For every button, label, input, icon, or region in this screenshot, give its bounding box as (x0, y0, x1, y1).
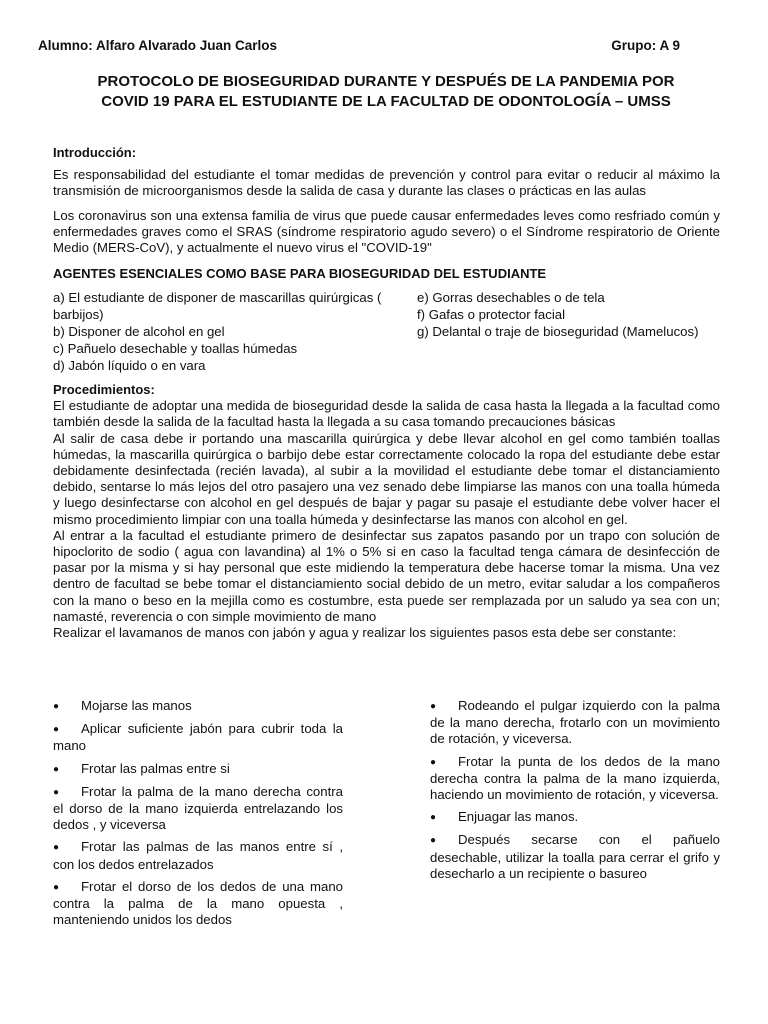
bullet-icon: ● (53, 763, 60, 775)
procedures-text-4: Realizar el lavamanos de manos con jabón y agua y realizar los siguientes pasos esta debe ser constante: (53, 625, 677, 641)
list-item (53, 839, 343, 872)
procedures-text-3: Al entrar a la facultad el estudiante primero de desinfectar sus zapatos pasando por un trapo con solución de hipoclorito de sodio ( agua con lavandina) al 1% o 5% si en caso la facultad tenga cámara de desinfección de pasar por la misma y si hay personal que este midiendo la temperatura debe hacerse tomar la misma. Una vez dentro de facultad se bebe tomar el distanciamiento social debido de un metro, evitar saludar a los compañeros con la mano o beso en la mejilla como es costumbre, esta puede ser remplazada por un saludo ya sea con un; namasté, reverencia o con simple movimiento de mano (53, 527, 720, 624)
agent-item: b) Disponer de alcohol en gel (53, 324, 225, 339)
bullet-icon: ● (430, 701, 437, 712)
student-name: Alumno: Alfaro Alvarado Juan Carlos (38, 38, 278, 53)
list-item (430, 832, 720, 882)
agent-item: g) Delantal o traje de bioseguridad (Mamelucos) (417, 324, 699, 339)
bullet-icon: ● (53, 842, 60, 854)
list-item (53, 879, 343, 929)
header-row (38, 38, 680, 53)
agent-item: c) Pañuelo desechable y toallas húmedas (53, 341, 298, 356)
bullet-icon: ● (53, 701, 60, 712)
document-title (40, 72, 732, 112)
list-item (430, 754, 720, 804)
list-item (53, 698, 343, 715)
intro-text-2: Los coronavirus son una extensa familia de virus que puede causar enfermedades leves como resfriado común y enfermedades graves como el SRAS (síndrome respiratorio agudo severo) o el Síndrome respiratorio de Oriente Medio (MERS-CoV), y actualmente el nuevo virus el "COVID-19" (53, 208, 720, 256)
step-text: Mojarse las manos (81, 698, 192, 713)
list-item (430, 698, 720, 748)
intro-heading: Introducción: (53, 145, 137, 160)
bullet-icon: ● (430, 835, 437, 847)
agents-section (53, 266, 720, 282)
agent-item: d) Jabón líquido o en vara (53, 358, 206, 373)
intro-paragraph-1 (53, 167, 720, 199)
agents-column-left (53, 289, 417, 374)
agent-item: f) Gafas o protector facial (417, 307, 566, 322)
group-label: Grupo: A 9 (611, 38, 680, 53)
step-text: Frotar la palma de la mano derecha contra el dorso de la mano izquierda entrelazando los dedos , y viceversa (53, 783, 343, 833)
agents-heading: AGENTES ESENCIALES COMO BASE PARA BIOSEGURIDAD DEL ESTUDIANTE (53, 266, 547, 281)
bullet-icon: ● (53, 724, 60, 736)
steps-column-left (53, 698, 343, 934)
agent-item: a) El estudiante de disponer de mascarillas quirúrgicas ( barbijos) (53, 290, 382, 322)
step-text: Aplicar suficiente jabón para cubrir toda la mano (53, 721, 343, 754)
step-text: Frotar las palmas de las manos entre sí , con los dedos entrelazados (53, 839, 343, 872)
bullet-icon: ● (430, 756, 437, 768)
step-text: Rodeando el pulgar izquierdo con la palma de la mano derecha, frotarlo con un movimiento de rotación, y viceversa. (430, 698, 720, 747)
steps-column-right (430, 698, 720, 934)
agent-item: e) Gorras desechables o de tela (417, 290, 605, 305)
list-item (430, 809, 720, 826)
step-text: Frotar las palmas entre si (81, 760, 230, 776)
intro-text-1: Es responsabilidad del estudiante el tomar medidas de prevención y control para evitar o reducir al máximo la transmisión de microorganismos desde la salida de casa y durante las clases o prácticas en las aulas (53, 167, 720, 199)
step-text: Enjuagar las manos. (458, 809, 579, 825)
title-line-2: COVID 19 PARA EL ESTUDIANTE DE LA FACULTAD DE ODONTOLOGÍA – UMSS (101, 93, 671, 110)
procedures-heading: Procedimientos: (53, 382, 155, 397)
title-line-1: PROTOCOLO DE BIOSEGURIDAD DURANTE Y DESPUÉS DE LA PANDEMIA POR (97, 73, 675, 90)
bullet-icon: ● (53, 786, 60, 798)
agents-column-right (417, 289, 717, 374)
intro-section (53, 145, 720, 161)
intro-paragraph-2 (53, 208, 720, 257)
step-text: Frotar la punta de los dedos de la mano derecha contra la palma de la mano izquierda, haciendo un movimiento de rotación, y viceversa. (430, 753, 720, 803)
procedures-text-1: El estudiante de adoptar una medida de bioseguridad desde la salida de casa hasta la llegada a la facultad como también desde la salida de la facultad hasta la llegada a su casa tomando precauciones básicas (53, 398, 720, 430)
list-item (53, 761, 343, 778)
procedures-section (53, 382, 720, 641)
step-text: Frotar el dorso de los dedos de una mano contra la palma de la mano opuesta , manteniendo unidos los dedos (53, 878, 343, 928)
agents-list (53, 289, 720, 374)
bullet-icon: ● (53, 881, 60, 893)
bullet-icon: ● (430, 812, 437, 824)
step-text: Después secarse con el pañuelo desechable, utilizar la toalla para cerrar el grifo y desecharlo a un recipiente o basureo (430, 832, 720, 881)
procedures-text-2: Al salir de casa debe ir portando una mascarilla quirúrgica y debe llevar alcohol en gel como también toallas húmedas, la mascarilla quirúrgica o barbijo debe estar correctamente colocado la ropa del estudiante debe estar debidamente desinfectada (recién lavada), al subir a la movilidad el estudiante debe tomar el distanciamiento debido, sentarse lo más lejos del otro pasajero una vez senado debe limpiarse las manos con una toalla húmeda y luego desinfectarse con alcohol en gel después de bajar y pagar su pasaje el estudiante debe volver hacer el mismo procedimiento limpiar con una toalla húmeda y desinfectarse las manos con alcohol en gel. (53, 430, 720, 527)
list-item (53, 784, 343, 834)
handwash-steps (53, 698, 720, 934)
list-item (53, 721, 343, 754)
